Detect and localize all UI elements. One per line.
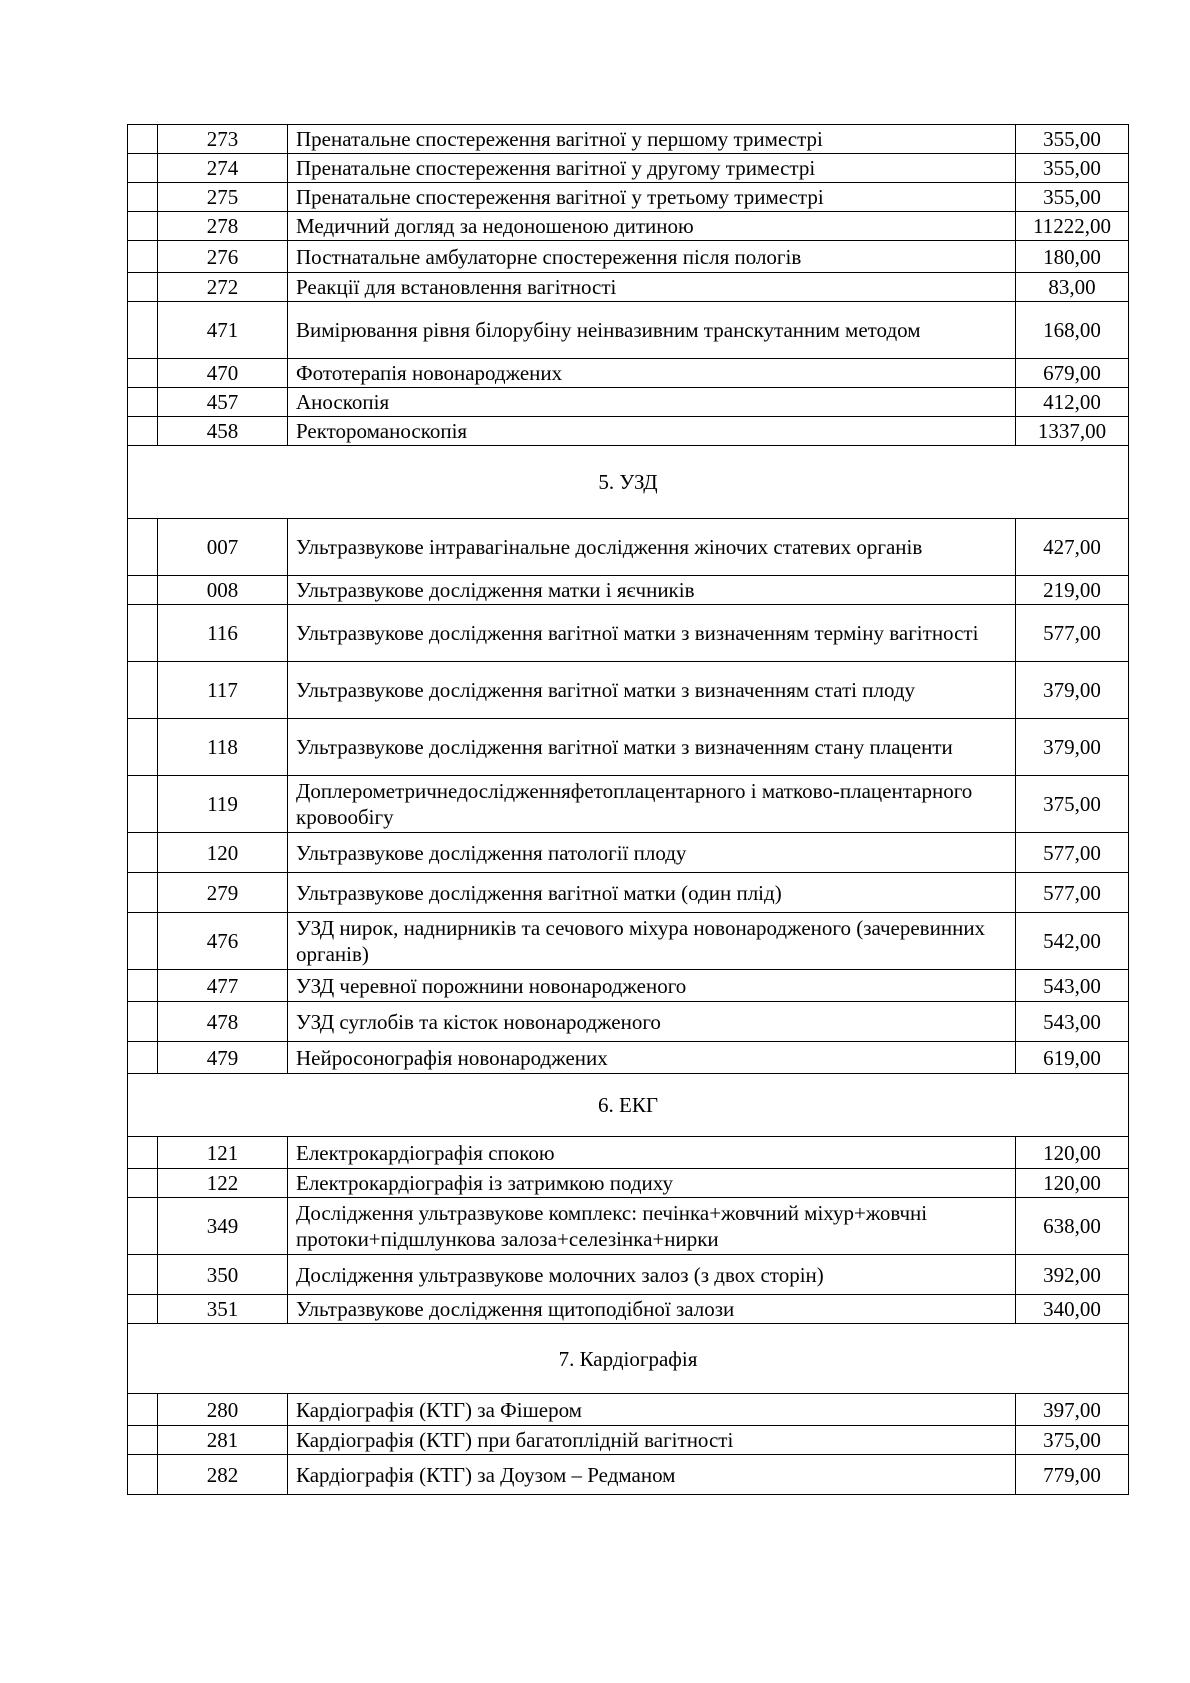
table-row <box>128 241 1129 273</box>
index-cell <box>128 605 158 662</box>
service-price: 543,00 <box>1016 1002 1129 1042</box>
index-cell <box>128 776 158 833</box>
service-name: Ультразвукове дослідження вагітної матки з визначенням терміну вагітності <box>288 605 1016 662</box>
service-code: 122 <box>158 1169 288 1198</box>
service-code: 008 <box>158 576 288 605</box>
index-cell <box>128 1002 158 1042</box>
table-row <box>128 576 1129 605</box>
index-cell <box>128 183 158 212</box>
service-price: 355,00 <box>1016 183 1129 212</box>
service-name: Ультразвукове дослідження патології плоду <box>288 833 1016 873</box>
service-name: Кардіографія (КТГ) за Доузом – Редманом <box>288 1455 1016 1495</box>
service-code: 272 <box>158 273 288 302</box>
service-name: Ультразвукове дослідження вагітної матки з визначенням статі плоду <box>288 662 1016 719</box>
index-cell <box>128 302 158 359</box>
service-name: УЗД черевної порожнини новонародженого <box>288 970 1016 1002</box>
service-price: 375,00 <box>1016 1426 1129 1455</box>
service-name: Дослідження ультразвукове комплекс: печінка+жовчний міхур+жовчні протоки+підшлункова залоза+селезінка+нирки <box>288 1198 1016 1255</box>
index-cell <box>128 1169 158 1198</box>
price-list-table <box>127 124 1129 1495</box>
index-cell <box>128 273 158 302</box>
table-row <box>128 1295 1129 1324</box>
service-code: 478 <box>158 1002 288 1042</box>
service-name: Вимірювання рівня білорубіну неінвазивним транскутанним методом <box>288 302 1016 359</box>
service-price: 412,00 <box>1016 388 1129 417</box>
service-name: Ректороманоскопія <box>288 417 1016 446</box>
table-row <box>128 833 1129 873</box>
table-row <box>128 388 1129 417</box>
table-row <box>128 873 1129 913</box>
section-row <box>128 1324 1129 1394</box>
table-row <box>128 1137 1129 1169</box>
service-name: Реакції для встановлення вагітності <box>288 273 1016 302</box>
service-price: 120,00 <box>1016 1137 1129 1169</box>
service-price: 340,00 <box>1016 1295 1129 1324</box>
service-code: 273 <box>158 125 288 154</box>
service-name: Ультразвукове дослідження щитоподібної залози <box>288 1295 1016 1324</box>
table-row <box>128 1042 1129 1074</box>
service-name: Медичний догляд за недоношеною дитиною <box>288 212 1016 241</box>
table-row <box>128 125 1129 154</box>
section-row <box>128 1074 1129 1137</box>
index-cell <box>128 873 158 913</box>
service-name: Доплерометричнедослідженняфетоплацентарного і матково-плацентарного кровообігу <box>288 776 1016 833</box>
table-row <box>128 913 1129 970</box>
section-heading: 5. УЗД <box>128 446 1129 519</box>
service-code: 479 <box>158 1042 288 1074</box>
service-name: Ультразвукове дослідження вагітної матки (один плід) <box>288 873 1016 913</box>
index-cell <box>128 833 158 873</box>
service-code: 477 <box>158 970 288 1002</box>
service-code: 279 <box>158 873 288 913</box>
table-row <box>128 719 1129 776</box>
service-code: 120 <box>158 833 288 873</box>
service-name: Пренатальне спостереження вагітної у другому триместрі <box>288 154 1016 183</box>
table-row <box>128 1002 1129 1042</box>
section-heading: 6. ЕКГ <box>128 1074 1129 1137</box>
service-code: 116 <box>158 605 288 662</box>
table-row <box>128 359 1129 388</box>
service-price: 577,00 <box>1016 605 1129 662</box>
service-code: 275 <box>158 183 288 212</box>
service-price: 542,00 <box>1016 913 1129 970</box>
service-code: 457 <box>158 388 288 417</box>
service-price: 219,00 <box>1016 576 1129 605</box>
table-row <box>128 605 1129 662</box>
table-row <box>128 417 1129 446</box>
service-name: Пренатальне спостереження вагітної у третьому триместрі <box>288 183 1016 212</box>
table-row <box>128 970 1129 1002</box>
service-code: 458 <box>158 417 288 446</box>
table-row <box>128 154 1129 183</box>
service-code: 350 <box>158 1255 288 1295</box>
table-row <box>128 1169 1129 1198</box>
service-code: 351 <box>158 1295 288 1324</box>
service-price: 779,00 <box>1016 1455 1129 1495</box>
service-name: Пренатальне спостереження вагітної у першому триместрі <box>288 125 1016 154</box>
service-price: 375,00 <box>1016 776 1129 833</box>
table-row <box>128 776 1129 833</box>
index-cell <box>128 1295 158 1324</box>
service-code: 280 <box>158 1394 288 1426</box>
index-cell <box>128 1042 158 1074</box>
table-row <box>128 183 1129 212</box>
table-row <box>128 212 1129 241</box>
service-name: УЗД нирок, наднирників та сечового міхура новонародженого (зачеревинних органів) <box>288 913 1016 970</box>
index-cell <box>128 388 158 417</box>
table-row <box>128 1394 1129 1426</box>
service-price: 577,00 <box>1016 873 1129 913</box>
index-cell <box>128 913 158 970</box>
index-cell <box>128 241 158 273</box>
service-price: 543,00 <box>1016 970 1129 1002</box>
index-cell <box>128 719 158 776</box>
service-code: 471 <box>158 302 288 359</box>
section-heading: 7. Кардіографія <box>128 1324 1129 1394</box>
service-code: 274 <box>158 154 288 183</box>
service-code: 118 <box>158 719 288 776</box>
service-name: Ультразвукове інтравагінальне дослідження жіночих статевих органів <box>288 519 1016 576</box>
index-cell <box>128 1394 158 1426</box>
index-cell <box>128 1137 158 1169</box>
service-code: 476 <box>158 913 288 970</box>
index-cell <box>128 519 158 576</box>
index-cell <box>128 212 158 241</box>
service-name: Ультразвукове дослідження вагітної матки з визначенням стану плаценти <box>288 719 1016 776</box>
service-price: 379,00 <box>1016 662 1129 719</box>
service-name: Кардіографія (КТГ) за Фішером <box>288 1394 1016 1426</box>
section-row <box>128 446 1129 519</box>
index-cell <box>128 154 158 183</box>
service-price: 83,00 <box>1016 273 1129 302</box>
service-code: 276 <box>158 241 288 273</box>
service-code: 121 <box>158 1137 288 1169</box>
service-name: Дослідження ультразвукове молочних залоз (з двох сторін) <box>288 1255 1016 1295</box>
service-name: Постнатальне амбулаторне спостереження після пологів <box>288 241 1016 273</box>
service-name: Аноскопія <box>288 388 1016 417</box>
index-cell <box>128 125 158 154</box>
service-price: 11222,00 <box>1016 212 1129 241</box>
service-price: 168,00 <box>1016 302 1129 359</box>
service-code: 470 <box>158 359 288 388</box>
service-price: 679,00 <box>1016 359 1129 388</box>
service-price: 1337,00 <box>1016 417 1129 446</box>
index-cell <box>128 1198 158 1255</box>
service-price: 379,00 <box>1016 719 1129 776</box>
index-cell <box>128 576 158 605</box>
service-name: УЗД суглобів та кісток новонародженого <box>288 1002 1016 1042</box>
service-code: 282 <box>158 1455 288 1495</box>
index-cell <box>128 1426 158 1455</box>
service-code: 119 <box>158 776 288 833</box>
index-cell <box>128 417 158 446</box>
service-name: Ультразвукове дослідження матки і яєчників <box>288 576 1016 605</box>
service-price: 427,00 <box>1016 519 1129 576</box>
service-name: Фототерапія новонароджених <box>288 359 1016 388</box>
table-row <box>128 519 1129 576</box>
service-code: 349 <box>158 1198 288 1255</box>
table-row <box>128 273 1129 302</box>
index-cell <box>128 662 158 719</box>
service-price: 355,00 <box>1016 154 1129 183</box>
service-price: 120,00 <box>1016 1169 1129 1198</box>
service-price: 180,00 <box>1016 241 1129 273</box>
table-row <box>128 302 1129 359</box>
table-row <box>128 1455 1129 1495</box>
table-row <box>128 1255 1129 1295</box>
table-row <box>128 1426 1129 1455</box>
service-price: 638,00 <box>1016 1198 1129 1255</box>
table-row <box>128 662 1129 719</box>
index-cell <box>128 970 158 1002</box>
service-price: 619,00 <box>1016 1042 1129 1074</box>
index-cell <box>128 359 158 388</box>
table-row <box>128 1198 1129 1255</box>
service-name: Електрокардіографія спокою <box>288 1137 1016 1169</box>
service-name: Електрокардіографія із затримкою подиху <box>288 1169 1016 1198</box>
service-price: 392,00 <box>1016 1255 1129 1295</box>
service-code: 281 <box>158 1426 288 1455</box>
service-price: 577,00 <box>1016 833 1129 873</box>
service-code: 278 <box>158 212 288 241</box>
service-code: 117 <box>158 662 288 719</box>
service-name: Кардіографія (КТГ) при багатоплідній вагітності <box>288 1426 1016 1455</box>
index-cell <box>128 1255 158 1295</box>
service-price: 355,00 <box>1016 125 1129 154</box>
index-cell <box>128 1455 158 1495</box>
service-code: 007 <box>158 519 288 576</box>
service-price: 397,00 <box>1016 1394 1129 1426</box>
service-name: Нейросонографія новонароджених <box>288 1042 1016 1074</box>
